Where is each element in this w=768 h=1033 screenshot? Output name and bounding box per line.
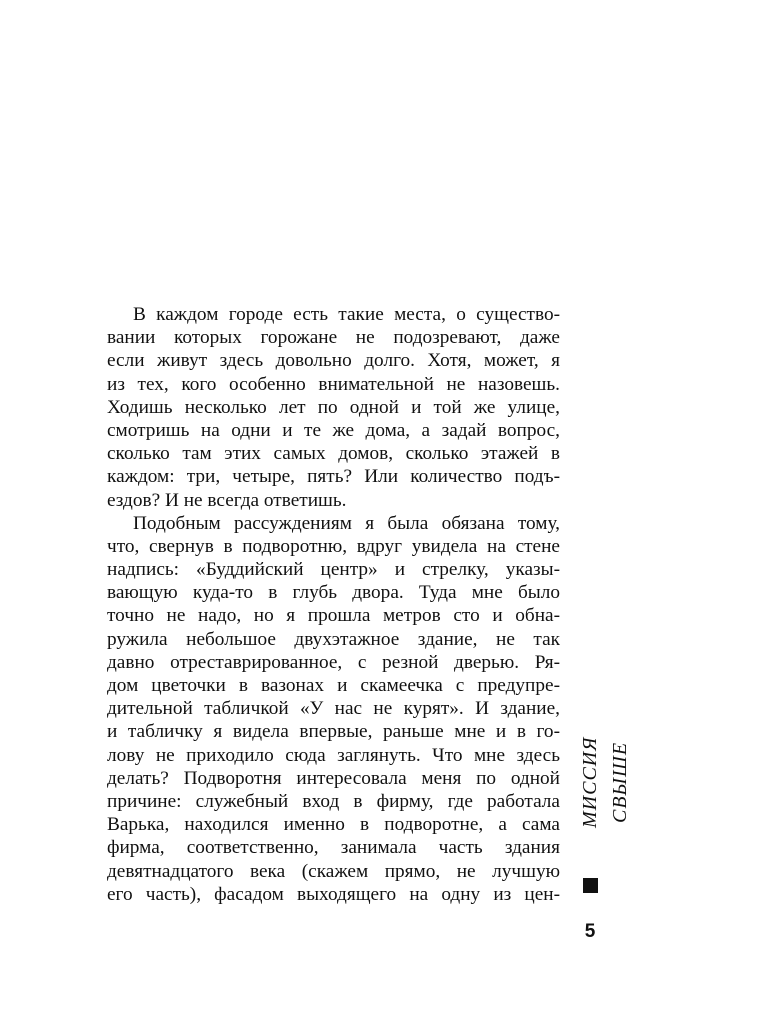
running-title: МИССИЯ СВЫШЕ [579,736,631,829]
square-marker-icon [583,878,598,893]
paragraph-1-line-1: В каждом городе есть такие места, о существо- [133,304,560,325]
paragraph-2-line-8: дом цветочки в вазонах и скамеечка с предупре- [107,675,560,696]
paragraph-2-line-15: фирма, соответственно, занимала часть здания [107,837,560,859]
paragraph-2-line-10: и табличку я видела впервые, раньше мне и в го- [107,721,560,743]
paragraph-1-line-8: каждом: три, четыре, пять? Или количество подъ- [107,466,560,488]
paragraph-2-line-13: причине: служебный вход в фирму, где работала [107,790,560,812]
paragraph-2-line-14: Варька, находился именно в подворотне, а сама [107,814,560,836]
paragraph-1-line-5: Ходишь несколько лет по одной и той же улице, [107,396,560,418]
paragraph-2-line-7: давно отреставрированное, с резной дверью. Ря- [107,651,560,673]
paragraph-2-line-3: надпись: «Буддийский центр» и стрелку, указы- [107,559,560,581]
paragraph-1-line-2: вании которых горожане не подозревают, даже [107,327,560,349]
paragraph-2-line-9: дительной табличкой «У нас не курят». И здание, [107,698,560,720]
page-number: 5 [584,921,596,942]
paragraph-2-line-17: его часть), фасадом выходящего на одну из цен- [107,883,560,905]
running-head [575,700,631,900]
paragraph-2-line-11: лову не приходило сюда заглянуть. Что мне здесь [107,744,560,766]
paragraph-2-line-6: ружила небольшое двухэтажное здание, не так [107,628,560,650]
paragraph-1-line-9: ездов? И не всегда ответишь. [107,489,347,511]
paragraph-2-line-12: делать? Подворотня интересовала меня по одной [107,767,560,789]
paragraph-2-line-4: вающую куда-то в глубь двора. Туда мне было [107,582,560,604]
paragraph-2-line-5: точно не надо, но я прошла метров сто и обна- [107,605,560,627]
paragraph-1-line-7: сколько там этих самых домов, сколько этажей в [107,443,560,465]
paragraph-2-line-16: девятнадцатого века (скажем прямо, не лучшую [107,860,560,882]
paragraph-1-line-3: если живут здесь довольно долго. Хотя, может, я [107,350,560,372]
paragraph-2-line-2: что, свернув в подворотню, вдруг увидела на стене [107,535,560,557]
paragraph-1-line-6: смотришь на одни и те же дома, а задай вопрос, [107,419,560,441]
body-text [107,303,560,906]
paragraph-1-line-4: из тех, кого особенно внимательной не назовешь. [107,373,560,395]
paragraph-2-line-1: Подобным рассуждениям я была обязана тому, [133,512,560,534]
